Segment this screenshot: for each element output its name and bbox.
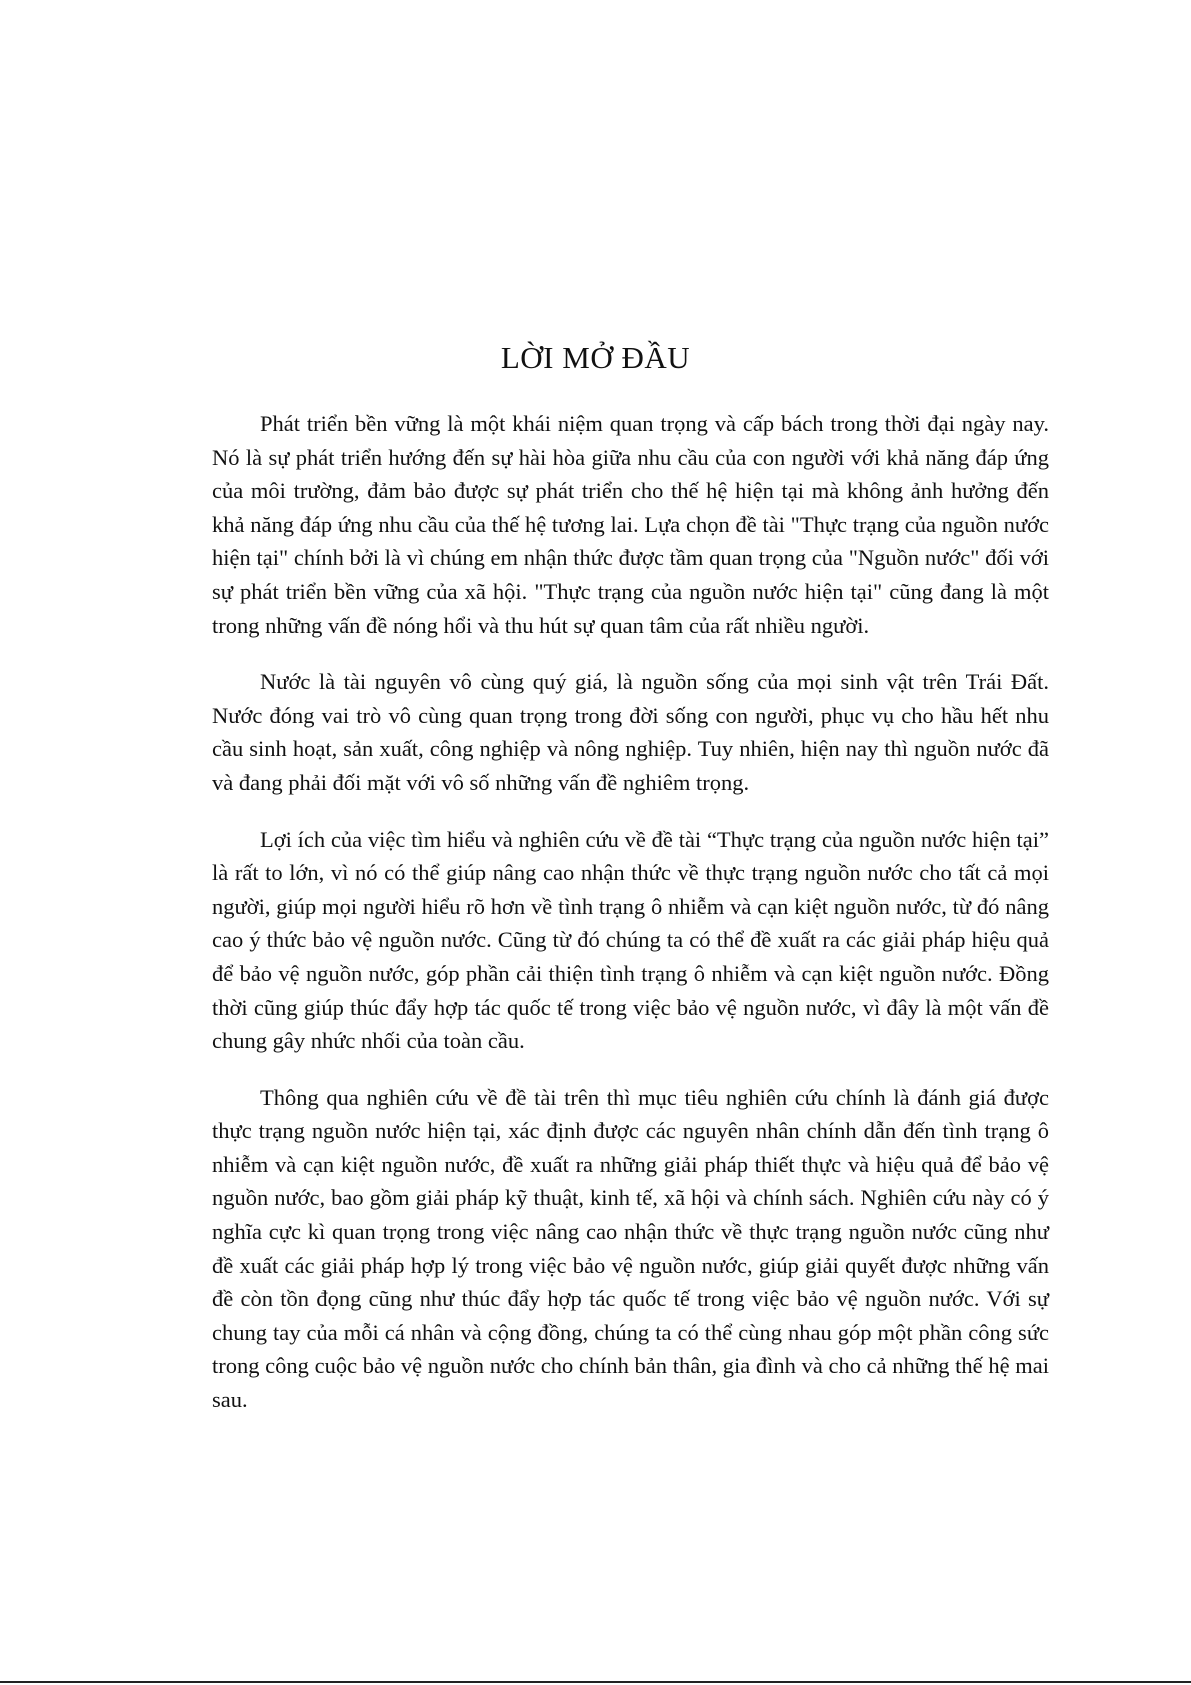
page-title: LỜI MỞ ĐẦU bbox=[500, 340, 691, 375]
footer-rule bbox=[0, 1681, 1191, 1683]
paragraph-3: Lợi ích của việc tìm hiểu và nghiên cứu về đề tài “Thực trạng của nguồn nước hiện tại” là rất to lớn, vì nó có thể giúp nâng cao nhận thức về thực trạng nguồn nước cho tất cả mọi người, giúp mọi người hiểu rõ hơn về tình trạng ô nhiễm và cạn kiệt nguồn nước, từ đó nâng cao ý thức bảo vệ nguồn nước. Cũng từ đó chúng ta có thể đề xuất ra các giải pháp hiệu quả để bảo vệ nguồn nước, góp phần cải thiện tình trạng ô nhiễm và cạn kiệt nguồn nước. Đồng thời cũng giúp thúc đẩy hợp tác quốc tế trong việc bảo vệ nguồn nước, vì đây là một vấn đề chung gây nhức nhối của toàn cầu. bbox=[212, 826, 1049, 1054]
paragraph-4: Thông qua nghiên cứu về đề tài trên thì mục tiêu nghiên cứu chính là đánh giá được thực trạng nguồn nước hiện tại, xác định được các nguyên nhân chính dẫn đến tình trạng ô nhiễm và cạn kiệt nguồn nước, đề xuất ra những giải pháp thiết thực và hiệu quả để bảo vệ nguồn nước, bao gồm giải pháp kỹ thuật, kinh tế, xã hội và chính sách. Nghiên cứu này có ý nghĩa cực kì quan trọng trong việc nâng cao nhận thức về thực trạng nguồn nước cũng như đề xuất các giải pháp hợp lý trong việc bảo vệ nguồn nước, giúp giải quyết được những vấn đề còn tồn đọng cũng như thúc đẩy hợp tác quốc tế trong việc bảo vệ nguồn nước. Với sự chung tay của mỗi cá nhân và cộng đồng, chúng ta có thể cùng nhau góp một phần công sức trong công cuộc bảo vệ nguồn nước cho chính bản thân, gia đình và cho cả những thế hệ mai sau. bbox=[212, 1084, 1049, 1413]
paragraph-1: Phát triển bền vững là một khái niệm quan trọng và cấp bách trong thời đại ngày nay. Nó là sự phát triển hướng đến sự hài hòa giữa nhu cầu của con người với khả năng đáp ứng của môi trường, đảm bảo được sự phát triển cho thế hệ hiện tại mà không ảnh hưởng đến khả năng đáp ứng nhu cầu của thế hệ tương lai. Lựa chọn đề tài "Thực trạng của nguồn nước hiện tại" chính bởi là vì chúng em nhận thức được tầm quan trọng của "Nguồn nước" đối với sự phát triển bền vững của xã hội. "Thực trạng của nguồn nước hiện tại" cũng đang là một trong những vấn đề nóng hổi và thu hút sự quan tâm của rất nhiều người. bbox=[212, 411, 1049, 638]
paragraph-2: Nước là tài nguyên vô cùng quý giá, là nguồn sống của mọi sinh vật trên Trái Đất. Nước đóng vai trò vô cùng quan trọng trong đời sống con người, phục vụ cho hầu hết nhu cầu sinh hoạt, sản xuất, công nghiệp và nông nghiệp. Tuy nhiên, hiện nay thì nguồn nước đã và đang phải đối mặt với vô số những vấn đề nghiêm trọng. bbox=[212, 669, 1049, 795]
body-text bbox=[212, 407, 1049, 1440]
